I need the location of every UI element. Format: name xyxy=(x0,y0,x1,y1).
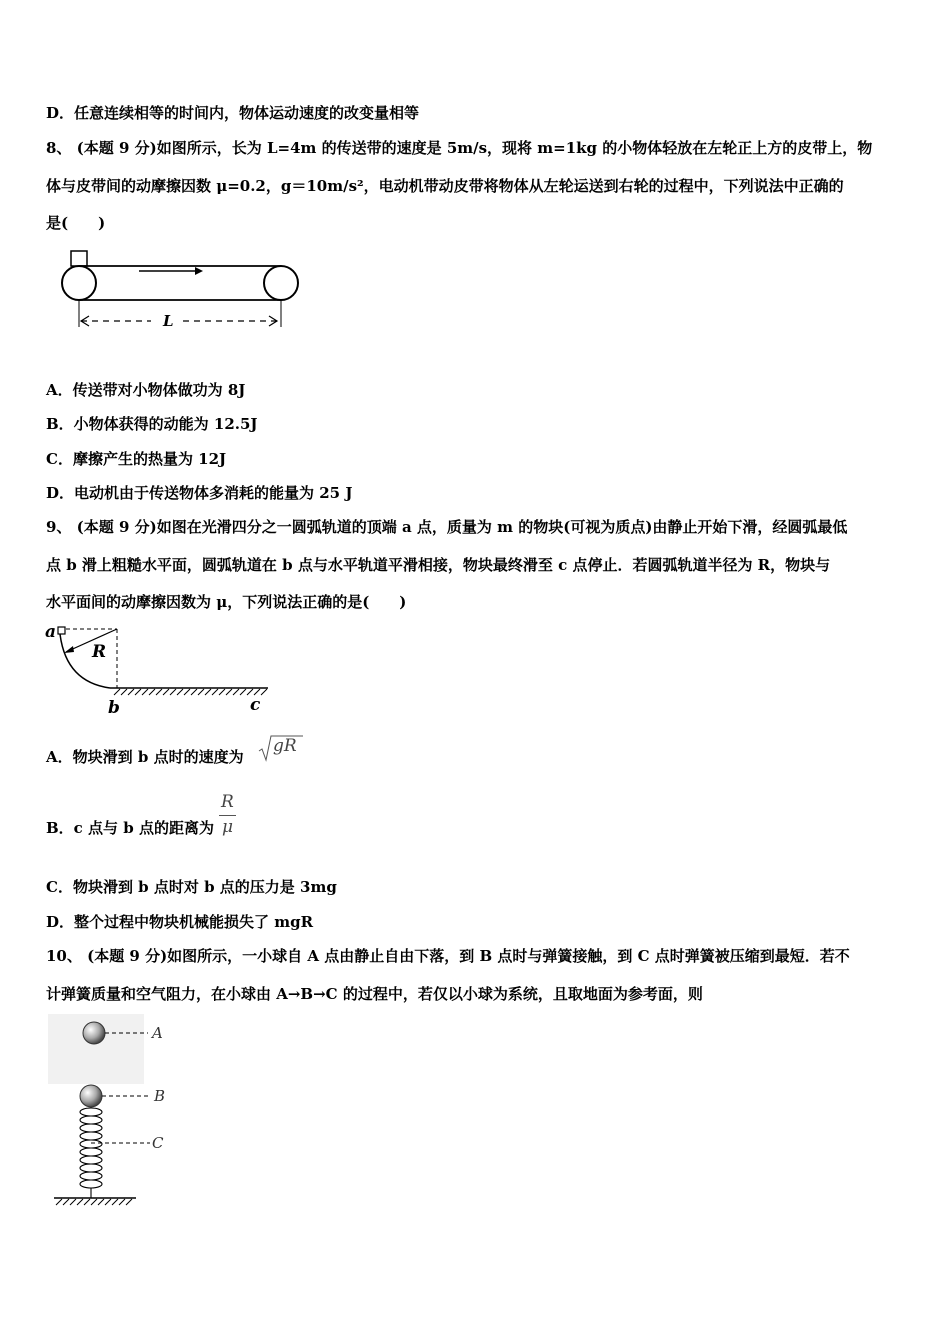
arc-track-figure xyxy=(44,620,274,720)
point-a-label: a xyxy=(45,622,57,642)
point-c-label: c xyxy=(250,695,261,715)
q8-stem-line2: 体与皮带间的动摩擦因数 μ=0.2，g＝10m/s²，电动机带动皮带将物体从左轮运送到右轮的过程中，下列说法中正确的 xyxy=(46,177,844,195)
q10-stem-line1: 10、 (本题 9 分)如图所示，一小球自 A 点由静止自由下落，到 B 点时与弹簧接触，到 C 点时弹簧被压缩到最短．若不 xyxy=(46,947,850,965)
q8-option-b: B．小物体获得的动能为 12.5J xyxy=(46,415,258,433)
fraction-bar xyxy=(219,815,236,816)
q8-option-a: A．传送带对小物体做功为 8J xyxy=(46,381,246,399)
q9-option-d: D．整个过程中物块机械能损失了 mgR xyxy=(46,913,314,931)
q9-stem-line3: 水平面间的动摩擦因数为 μ，下列说法正确的是( ) xyxy=(46,593,407,611)
point-b-label: b xyxy=(108,698,120,718)
q8-option-c: C．摩擦产生的热量为 12J xyxy=(46,450,227,468)
position-a-label: A xyxy=(152,1024,163,1042)
conveyor-belt-figure xyxy=(55,245,315,335)
q8-stem-line1: 8、 (本题 9 分)如图所示，长为 L=4m 的传送带的速度是 5m/s，现将 m=1kg 的小物体轻放在左轮正上方的皮带上，物 xyxy=(46,139,873,157)
line-q7-option-d: D．任意连续相等的时间内，物体运动速度的改变量相等 xyxy=(46,104,420,122)
q8-stem-line3: 是( ) xyxy=(46,214,106,232)
q9-stem-line1: 9、 (本题 9 分)如图在光滑四分之一圆弧轨道的顶端 a 点，质量为 m 的物块(可视为质点)由静止开始下滑，经圆弧最低 xyxy=(46,518,848,536)
q9-option-b: B．c 点与 b 点的距离为 xyxy=(46,819,214,837)
belt-length-label: L xyxy=(163,312,174,330)
position-c-label: C xyxy=(152,1134,164,1152)
q9-option-c: C．物块滑到 b 点时对 b 点的压力是 3mg xyxy=(46,878,337,896)
q9-stem-line2: 点 b 滑上粗糙水平面，圆弧轨道在 b 点与水平轨道平滑相接，物块最终滑至 c 点停止．若圆弧轨道半径为 R，物块与 xyxy=(46,556,831,574)
radius-r-label: R xyxy=(92,642,107,662)
q10-stem-line2: 计弹簧质量和空气阻力，在小球由 A→B→C 的过程中，若仅以小球为系统，且取地面为参考面，则 xyxy=(46,985,703,1003)
q8-option-d: D．电动机由于传送物体多消耗的能量为 25 J xyxy=(46,484,353,502)
spring-ball-figure xyxy=(44,1012,184,1212)
q9-option-a: A．物块滑到 b 点时的速度为 xyxy=(46,748,244,766)
position-b-label: B xyxy=(154,1087,166,1105)
fraction-denominator: μ xyxy=(222,817,234,837)
fraction-numerator: R xyxy=(221,792,234,812)
sqrt-radicand: gR xyxy=(273,736,297,756)
